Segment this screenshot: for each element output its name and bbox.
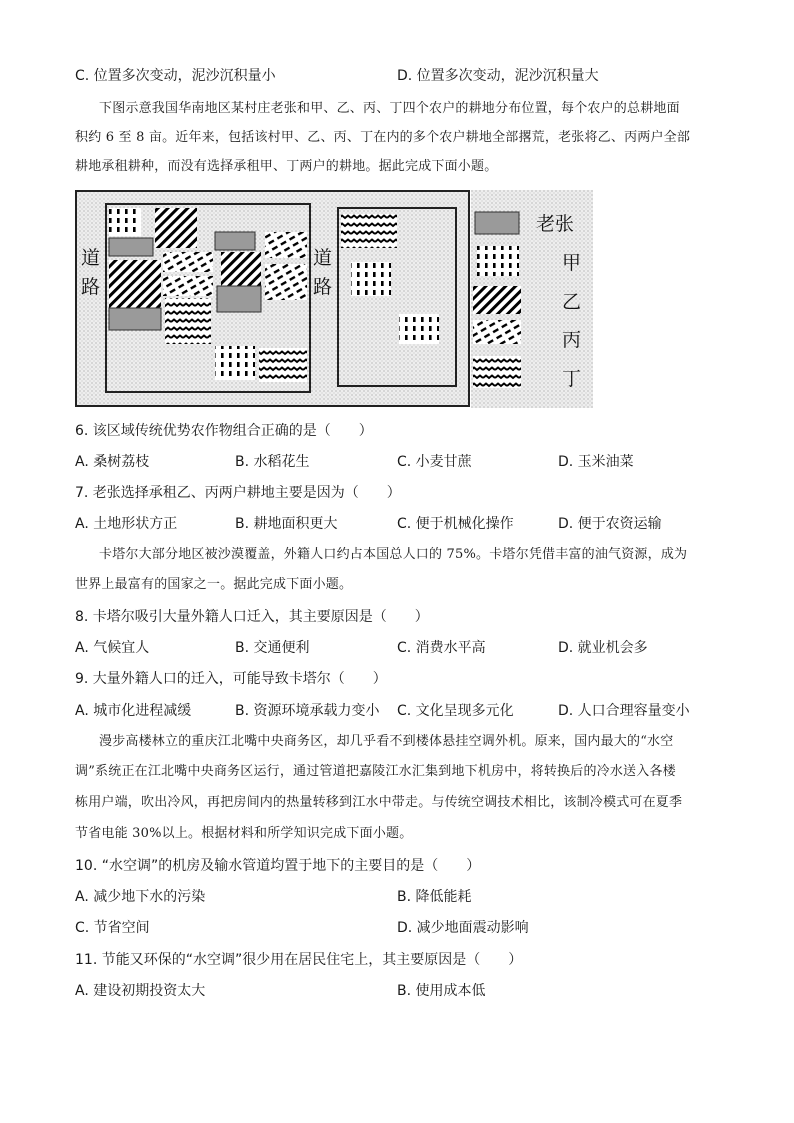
legend-label-bing: 丙 (562, 329, 582, 351)
plot-laozhang (109, 238, 153, 256)
legend-swatch-laozhang (475, 212, 519, 234)
plot-jia (215, 346, 255, 380)
q10-option-b[interactable]: B. 降低能耗 (397, 889, 472, 905)
plot-jia (109, 208, 141, 236)
passage3-line1: 漫步高楼林立的重庆江北嘴中央商务区，却几乎看不到楼体悬挂空调外机。原来，国内最大的“水空 (99, 734, 674, 749)
q7-option-a[interactable]: A. 土地形状方正 (75, 516, 178, 532)
plot-jia (399, 314, 439, 344)
q7-option-b[interactable]: B. 耕地面积更大 (235, 516, 338, 532)
legend-label-ding: 丁 (562, 368, 582, 390)
q8-option-c[interactable]: C. 消费水平高 (397, 640, 486, 656)
q9-option-c[interactable]: C. 文化呈现多元化 (397, 703, 514, 719)
road-left-char1: 道 (81, 247, 101, 269)
passage3-line4: 节省电能 30%以上。根据材料和所学知识完成下面小题。 (75, 826, 413, 841)
plot-yi (155, 208, 197, 248)
q11-stem: 11. 节能又环保的“水空调”很少用在居民住宅上，其主要原因是（ ） (75, 952, 523, 968)
plot-ding (165, 298, 211, 344)
plot-laozhang (109, 308, 161, 330)
q6-stem: 6. 该区域传统优势农作物组合正确的是（ ） (75, 423, 373, 439)
q6-option-d[interactable]: D. 玉米油菜 (558, 454, 634, 470)
q8-option-d[interactable]: D. 就业机会多 (558, 640, 648, 656)
prev-option-c: C. 位置多次变动，泥沙沉积量小 (75, 68, 276, 84)
road-left-char2: 路 (81, 276, 101, 298)
passage2-line2: 世界上最富有的国家之一。据此完成下面小题。 (75, 577, 353, 592)
passage2-line1: 卡塔尔大部分地区被沙漠覆盖，外籍人口约占本国总人口的 75%。卡塔尔凭借丰富的油气资源，成为 (99, 547, 688, 562)
passage1-line1: 下图示意我国华南地区某村庄老张和甲、乙、丙、丁四个农户的耕地分布位置，每个农户的总耕地面 (99, 101, 680, 116)
q9-option-b[interactable]: B. 资源环境承载力变小 (235, 703, 380, 719)
plot-laozhang (215, 232, 255, 250)
farmland-map (75, 190, 595, 408)
plot-bing (265, 264, 307, 300)
q11-option-a[interactable]: A. 建设初期投资太大 (75, 983, 206, 999)
passage1-line2: 积约 6 至 8 亩。近年来，包括该村甲、乙、丙、丁在内的多个农户耕地全部撂荒，老张将乙、丙两户全部 (75, 130, 691, 145)
q10-option-c[interactable]: C. 节省空间 (75, 920, 150, 936)
passage3-line2: 调”系统正在江北嘴中央商务区运行，通过管道把嘉陵江水汇集到地下机房中，将转换后的冷水送入各楼 (75, 764, 676, 779)
plot-jia (351, 262, 391, 296)
q9-option-a[interactable]: A. 城市化进程减缓 (75, 703, 192, 719)
q7-stem: 7. 老张选择承租乙、丙两户耕地主要是因为（ ） (75, 485, 401, 501)
plot-bing (163, 252, 213, 272)
prev-option-d: D. 位置多次变动，泥沙沉积量大 (397, 68, 599, 84)
q10-stem: 10. “水空调”的机房及输水管道均置于地下的主要目的是（ ） (75, 858, 481, 874)
legend-swatch-jia (477, 246, 519, 276)
legend-swatch-bing (473, 320, 521, 344)
road-right-char1: 道 (313, 247, 333, 269)
q6-option-b[interactable]: B. 水稻花生 (235, 454, 310, 470)
plot-ding (259, 348, 307, 382)
legend-label-yi: 乙 (562, 291, 582, 313)
legend-swatch-ding (473, 356, 521, 388)
q8-option-a[interactable]: A. 气候宜人 (75, 640, 150, 656)
q11-option-b[interactable]: B. 使用成本低 (397, 983, 486, 999)
plot-yi (221, 252, 261, 286)
legend-label-jia: 甲 (562, 252, 582, 274)
plot-ding (341, 214, 397, 248)
plot-bing (163, 276, 213, 296)
road-right-char2: 路 (313, 276, 333, 298)
q6-option-c[interactable]: C. 小麦甘蔗 (397, 454, 472, 470)
q10-option-d[interactable]: D. 减少地面震动影响 (397, 920, 529, 936)
q10-option-a[interactable]: A. 减少地下水的污染 (75, 889, 206, 905)
q8-stem: 8. 卡塔尔吸引大量外籍人口迁入，其主要原因是（ ） (75, 609, 429, 625)
q9-stem: 9. 大量外籍人口的迁入，可能导致卡塔尔（ ） (75, 671, 387, 687)
passage1-line3: 耕地承租耕种，而没有选择承租甲、丁两户的耕地。据此完成下面小题。 (75, 159, 498, 174)
plot-laozhang (217, 286, 261, 312)
q7-option-c[interactable]: C. 便于机械化操作 (397, 516, 514, 532)
q8-option-b[interactable]: B. 交通便利 (235, 640, 310, 656)
q6-option-a[interactable]: A. 桑树荔枝 (75, 454, 150, 470)
plot-yi (109, 260, 161, 308)
q9-option-d[interactable]: D. 人口合理容量变小 (558, 703, 690, 719)
legend-swatch-yi (473, 286, 521, 314)
q7-option-d[interactable]: D. 便于农资运输 (558, 516, 662, 532)
plot-bing (265, 232, 307, 258)
legend-label-laozhang: 老张 (536, 213, 575, 235)
passage3-line3: 栋用户端，吹出冷风，再把房间内的热量转移到江水中带走。与传统空调技术相比，该制冷模式可在夏季 (75, 795, 683, 810)
